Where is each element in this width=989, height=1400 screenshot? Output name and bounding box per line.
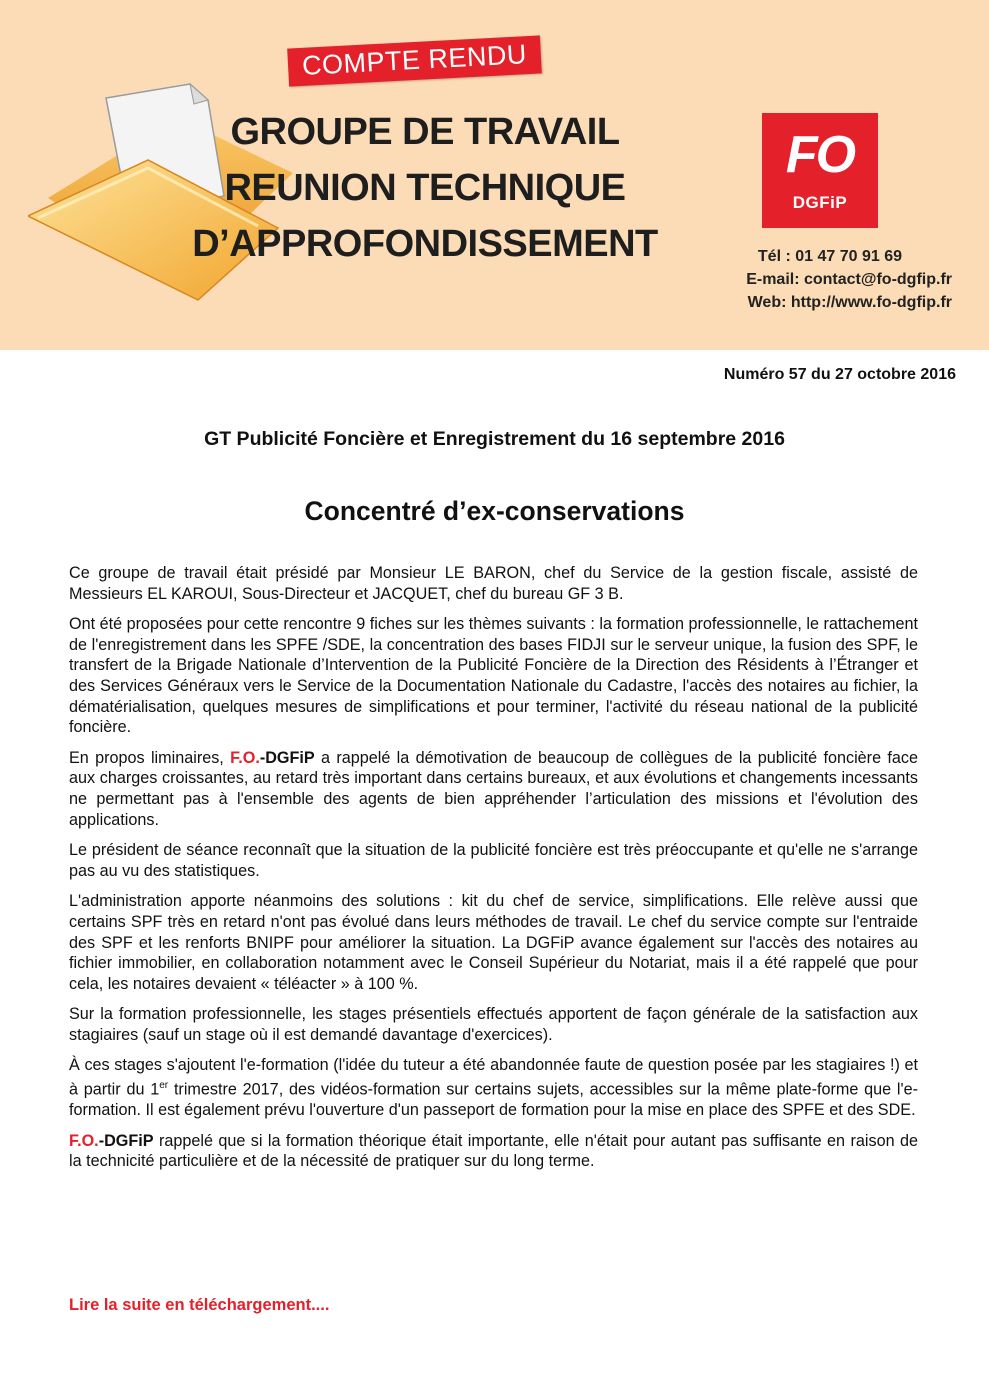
read-more-link[interactable]: Lire la suite en téléchargement....: [69, 1296, 330, 1314]
header-banner: [0, 0, 989, 350]
paragraph: Le président de séance reconnaît que la situation de la publicité foncière est très préoccupante et qu'elle ne s'arrange pas au vu des statistiques.: [69, 841, 918, 880]
paragraph: Sur la formation professionnelle, les stages présentiels effectués apportent de façon générale de la satisfaction aux stagiaires (sauf un stage où il est demandé davantage d'exercices).: [69, 1005, 918, 1044]
logo-sub-text: DGFiP: [792, 193, 848, 212]
contact-email[interactable]: E-mail: contact@fo-dgfip.fr: [746, 271, 952, 288]
report-type-tag: COMPTE RENDU: [287, 35, 542, 86]
paragraph-text: En propos liminaires,: [69, 748, 231, 767]
header-title: [130, 104, 720, 272]
logo-main-text: FO: [785, 126, 855, 184]
fo-highlight: F.O.: [69, 1131, 99, 1150]
fo-highlight: F.O.: [230, 748, 260, 767]
article-title: Concentré d’ex-conservations: [304, 496, 685, 526]
paragraph: [69, 1055, 918, 1120]
article-body: [69, 563, 918, 1182]
ordinal-superscript: er: [159, 1080, 169, 1092]
paragraph-text: trimestre 2017, des vidéos-formation sur certains sujets, accessibles sur la même plate-forme que l'e-formation. Il est également prévu l'ouverture d'un passeport de formation pour la mise en place des SPFE et des SDE.: [69, 1080, 918, 1120]
paragraph: Ont été proposées pour cette rencontre 9 fiches sur les thèmes suivants : la formation professionnelle, le rattachement de l'enregistrement dans les SPFE /SDE, la concentration des bases FIDJI sur le serveur unique, la fusion des SPF, le transfert de la Brigade Nationale d’Intervention de la Publicité Foncière de la Direction des Résidents à l’Étranger et des Services Généraux vers le Service de la Documentation Nationale du Cadastre, l'accès des notaires au fichier, la dématérialisation, quelques mesures de simplifications et pour terminer, l'activité du réseau national de la publicité foncière.: [69, 615, 918, 737]
contact-block: [690, 245, 952, 314]
meeting-title: GT Publicité Foncière et Enregistrement du 16 septembre 2016: [204, 428, 785, 450]
contact-website[interactable]: Web: http://www.fo-dgfip.fr: [747, 294, 952, 311]
paragraph: [69, 748, 918, 830]
paragraph-text: À ces stages s'ajoutent l'e-formation (l'idée du tuteur a été abandonnée faute de question posée par les stagiaires !) et à partir du 1: [69, 1056, 918, 1099]
issue-number: Numéro 57 du 27 octobre 2016: [723, 366, 956, 383]
header-title-line: D’APPROFONDISSEMENT: [192, 223, 658, 265]
header-title-line: REUNION TECHNIQUE: [224, 167, 626, 209]
paragraph: [69, 1131, 918, 1172]
dgfip-highlight: -DGFiP: [259, 748, 315, 767]
paragraph-text: a rappelé la démotivation de beaucoup de collègues de la publicité foncière face aux charges croissantes, au retard très important dans certains bureaux, et aux évolutions et changements incessants ne permettant pas à l'ensemble des agents de bien appréhender l’articulation des missions et l'évolution des applications.: [69, 748, 918, 829]
paragraph: Ce groupe de travail était présidé par Monsieur LE BARON, chef du Service de la gestion fiscale, assisté de Messieurs EL KAROUI, Sous-Directeur et JACQUET, chef du bureau GF 3 B.: [69, 564, 918, 603]
paragraph-text: rappelé que si la formation théorique était importante, elle n'était pour autant pas suffisante en raison de la technicité particulière et de la nécessité de pratiquer sur du long terme.: [69, 1131, 918, 1171]
paragraph: L'administration apporte néanmoins des solutions : kit du chef de service, simplifications. Elle relève aussi que certains SPF très en retard n'ont pas évolué dans leurs méthodes de travail. Le chef du service compte sur l'entraide des SPF et les renforts BNIPF pour améliorer la situation. La DGFiP avance également sur l'accès des notaires au fichier immobilier, en collaboration notamment avec le Conseil Supérieur du Notariat, mais il a été rappelé que pour cela, les notaires devaient « téléacter » à 100 %.: [69, 892, 918, 993]
header-title-line: GROUPE DE TRAVAIL: [230, 111, 620, 153]
contact-phone: Tél : 01 47 70 91 69: [757, 248, 902, 265]
fo-dgfip-logo: [762, 113, 878, 228]
dgfip-highlight: -DGFiP: [98, 1131, 154, 1150]
